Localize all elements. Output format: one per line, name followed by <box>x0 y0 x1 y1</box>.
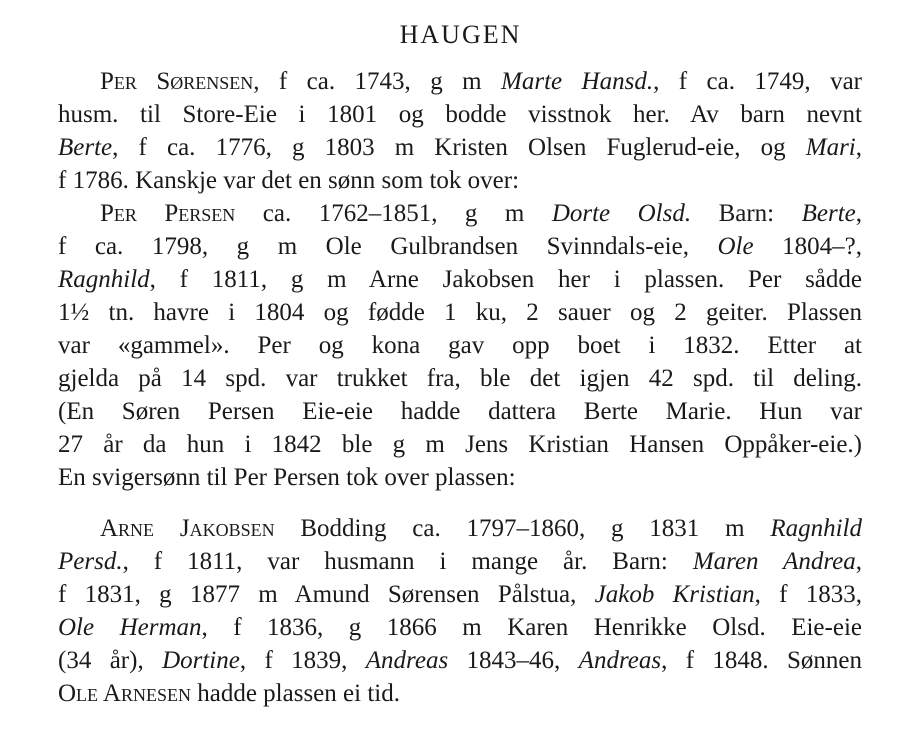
italic-name: Mari <box>805 134 856 161</box>
text-segment: En svigersønn til Per Persen tok over plassen: <box>58 464 516 491</box>
italic-name: Andreas <box>578 647 662 674</box>
text-line <box>58 611 862 644</box>
text-line <box>58 329 862 362</box>
text-segment: f 1831, g 1877 m Amund Sørensen Pålstua, <box>58 581 595 608</box>
text-segment: , f ca. 1743, g m <box>253 68 502 95</box>
text-segment: , f 1839, <box>239 647 366 674</box>
text-line <box>58 296 862 329</box>
text-segment: , f ca. 1749, var <box>653 68 862 95</box>
italic-name: Dortine <box>162 647 240 674</box>
text-line <box>58 578 862 611</box>
text-line <box>58 461 862 494</box>
text-segment: , f 1811, g m Arne Jakobsen her i plassen. Per sådde <box>149 266 862 293</box>
text-segment: husm. til Store-Eie i 1801 og bodde visstnok her. Av barn nevnt <box>58 101 862 128</box>
italic-name: Marte Hansd. <box>501 68 654 95</box>
italic-name: Maren Andrea <box>692 548 856 575</box>
text-line <box>100 65 862 98</box>
italic-name: Ole Herman <box>58 614 202 641</box>
text-segment: ca. 1762–1851, g m <box>235 200 552 227</box>
text-segment: f 1786. Kanskje var det en sønn som tok over: <box>58 167 520 194</box>
italic-name: Ragnhild <box>58 266 150 293</box>
text-segment: , <box>855 134 862 161</box>
person-name-smallcaps: Per Persen <box>100 200 236 227</box>
text-segment: , f 1833, <box>754 581 863 608</box>
text-segment: 1843–46, <box>448 647 579 674</box>
italic-name: Ole <box>717 233 754 260</box>
italic-name: Dorte Olsd. <box>551 200 692 227</box>
text-segment: hadde plassen ei tid. <box>190 680 400 707</box>
text-line <box>58 263 862 296</box>
text-line <box>58 395 862 428</box>
text-segment: 1804–?, <box>753 233 862 260</box>
text-segment: var «gammel». Per og kona gav opp boet i 1832. Etter at <box>58 332 862 359</box>
text-segment: , <box>855 548 862 575</box>
text-segment: 27 år da hun i 1842 ble g m Jens Kristian Hansen Oppåker-eie.) <box>58 431 862 458</box>
italic-name: Jakob Kristian <box>594 581 755 608</box>
italic-name: Berte <box>58 134 113 161</box>
text-segment: (34 år), <box>58 647 163 674</box>
text-segment: gjelda på 14 spd. var trukket fra, ble det igjen 42 spd. til deling. <box>58 365 862 392</box>
text-line <box>58 164 862 197</box>
person-name-smallcaps: Ole Arnesen <box>58 680 191 707</box>
text-line <box>100 197 862 230</box>
text-line <box>58 428 862 461</box>
text-segment: Bodding ca. 1797–1860, g 1831 m <box>274 515 771 542</box>
text-segment: Barn: <box>691 200 802 227</box>
text-line <box>58 362 862 395</box>
text-segment: 1½ tn. havre i 1804 og fødde 1 ku, 2 sauer og 2 geiter. Plassen <box>58 299 862 326</box>
text-segment: , f 1848. Sønnen <box>661 647 863 674</box>
italic-name: Berte <box>801 200 856 227</box>
text-line <box>58 98 862 131</box>
text-line <box>58 545 862 578</box>
text-segment: f ca. 1798, g m Ole Gulbrandsen Svinndals-eie, <box>58 233 718 260</box>
italic-name: Andreas <box>365 647 449 674</box>
text-line <box>58 230 862 263</box>
text-segment: (En Søren Persen Eie-eie hadde dattera Berte Marie. Hun var <box>58 398 862 425</box>
person-name-smallcaps: Per Sørensen <box>100 68 254 95</box>
text-line <box>100 512 862 545</box>
text-line <box>58 644 862 677</box>
text-segment: , <box>855 200 862 227</box>
italic-name: Persd. <box>58 548 123 575</box>
italic-name: Ragnhild <box>770 515 862 542</box>
text-segment: , f 1811, var husmann i mange år. Barn: <box>122 548 693 575</box>
person-name-smallcaps: Arne Jakobsen <box>100 515 275 542</box>
page-title: HAUGEN <box>399 20 522 49</box>
text-line <box>58 677 862 710</box>
text-segment: , f ca. 1776, g 1803 m Kristen Olsen Fuglerud-eie, og <box>112 134 806 161</box>
text-segment: , f 1836, g 1866 m Karen Henrikke Olsd. Eie-eie <box>201 614 862 641</box>
text-line <box>58 131 862 164</box>
